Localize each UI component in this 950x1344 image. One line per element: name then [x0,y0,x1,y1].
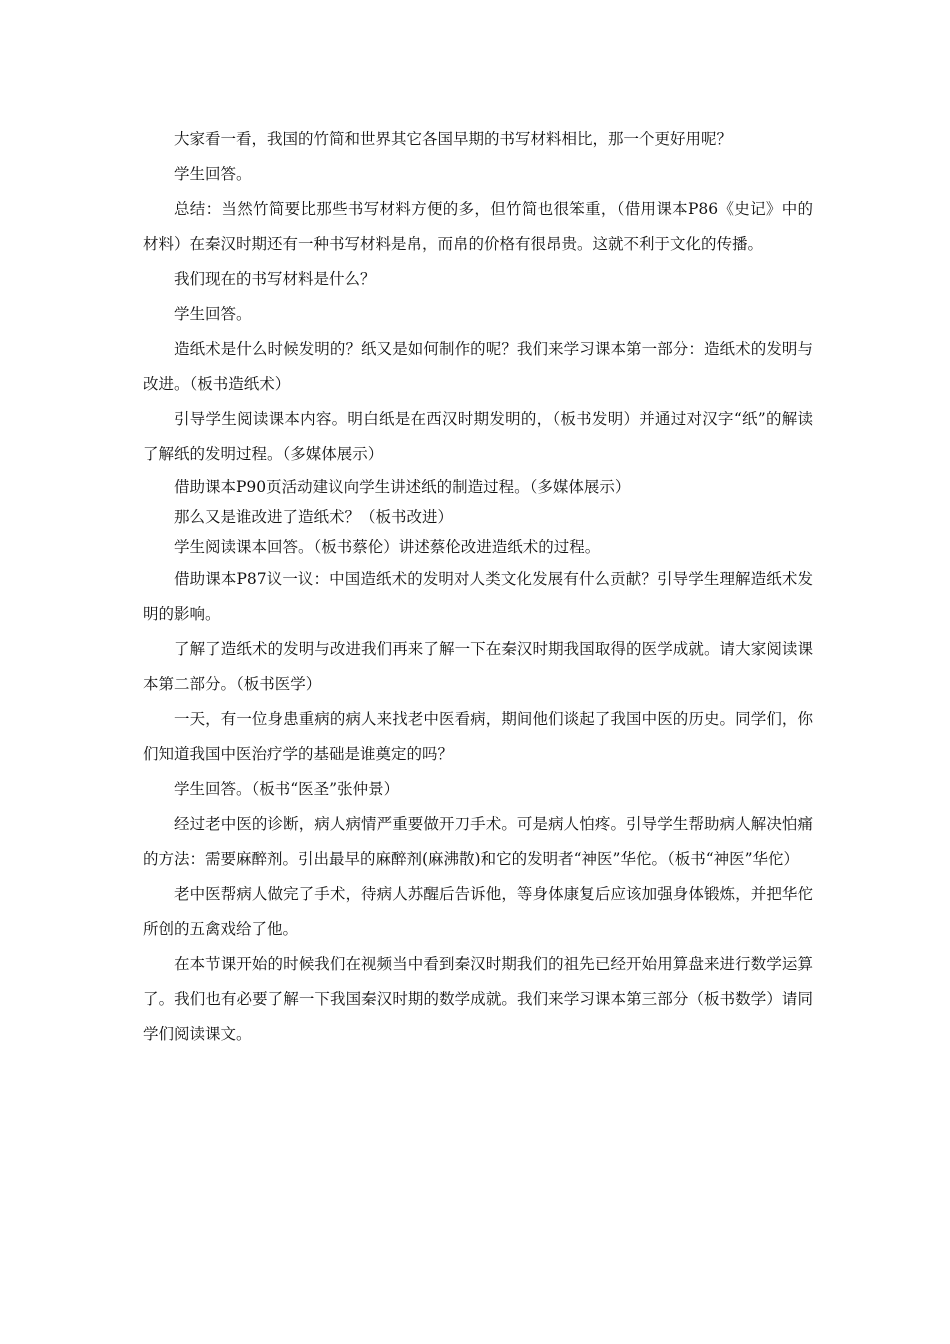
document-body [143,122,813,1052]
paragraph: 引导学生阅读课本内容。明白纸是在西汉时期发明的，（板书发明）并通过对汉字“纸”的解读了解纸的发明过程。（多媒体展示） [143,410,813,463]
paragraph: 总结：当然竹简要比那些书写材料方便的多，但竹简也很笨重，（借用课本P86《史记》中的材料）在秦汉时期还有一种书写材料是帛，而帛的价格有很昂贵。这就不利于文化的传播。 [143,200,813,253]
paragraph: 我们现在的书写材料是什么？ [174,270,376,288]
paragraph: 造纸术是什么时候发明的？纸又是如何制作的呢？我们来学习课本第一部分：造纸术的发明与改进。（板书造纸术） [143,340,813,393]
paragraph: 学生回答。 [174,305,252,323]
paragraph: 学生阅读课本回答。（板书蔡伦）讲述蔡伦改进造纸术的过程。 [174,538,601,556]
paragraph: 那么又是谁改进了造纸术？（板书改进） [174,508,454,526]
paragraph: 在本节课开始的时候我们在视频当中看到秦汉时期我们的祖先已经开始用算盘来进行数学运算了。我们也有必要了解一下我国秦汉时期的数学成就。我们来学习课本第三部分（板书数学）请同学们阅读课文。 [143,955,813,1043]
paragraph: 老中医帮病人做完了手术，待病人苏醒后告诉他，等身体康复后应该加强身体锻炼，并把华佗所创的五禽戏给了他。 [143,885,813,938]
paragraph: 经过老中医的诊断，病人病情严重要做开刀手术。可是病人怕疼。引导学生帮助病人解决怕痛的方法：需要麻醉剂。引出最早的麻醉剂(麻沸散)和它的发明者“神医”华佗。（板书“神医”华佗） [143,815,813,868]
paragraph: 学生回答。 [174,165,252,183]
paragraph: 借助课本P90页活动建议向学生讲述纸的制造过程。（多媒体展示） [174,478,631,496]
paragraph: 了解了造纸术的发明与改进我们再来了解一下在秦汉时期我国取得的医学成就。请大家阅读课本第二部分。（板书医学） [143,640,813,693]
paragraph: 一天，有一位身患重病的病人来找老中医看病，期间他们谈起了我国中医的历史。同学们，你们知道我国中医治疗学的基础是谁奠定的吗？ [143,710,813,763]
paragraph: 大家看一看，我国的竹简和世界其它各国早期的书写材料相比，那一个更好用呢？ [174,130,733,148]
paragraph: 学生回答。（板书“医圣”张仲景） [174,780,400,798]
paragraph: 借助课本P87议一议：中国造纸术的发明对人类文化发展有什么贡献？引导学生理解造纸术发明的影响。 [143,570,813,623]
